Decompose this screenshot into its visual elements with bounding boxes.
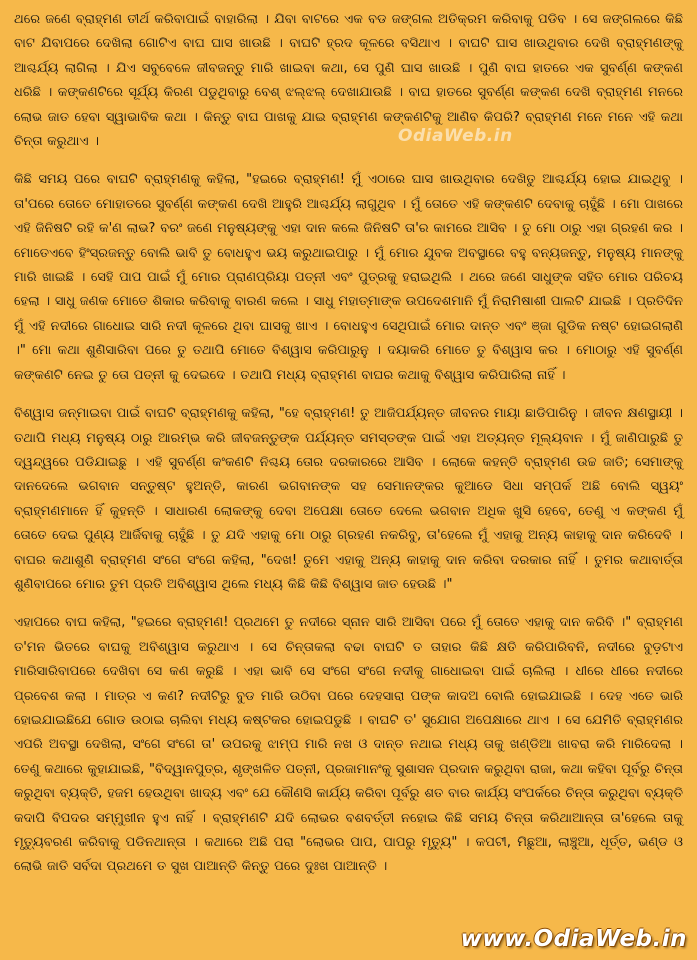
story-paragraph-1: ଥରେ ଜଣେ ବ୍ରାହ୍ମଣ ତୀର୍ଥ କରିବାପାଇଁ ବାହାରିଲା । ଯିବା ବାଟରେ ଏକ ବଡ ଜଙ୍ଗଲ ଅତିକ୍ରମ କରିବାକୁ ପଡିବ । ସେ ଜଙ୍ଗଲରେ କିଛି ବାଟ ଯିବାପରେ ଦେଖିଲା ଗୋଟିଏ ବାଘ ଘାସ ଖାଉଛି । ବାଘଟି ହ୍ରଦ କୂଳରେ ବସିଥାଏ । ବାଘଟି ଘାସ ଖାଉଥିବାର ଦେଖି ବ୍ରାହ୍ମଣଙ୍କୁ ଆଶ୍ଚର୍ଯ୍ୟ ଲାଗିଲା । ଯିଏ ସବୁବେଳେ ଜୀବଜନ୍ତୁ ମାରି ଖାଇବା କଥା, ସେ ପୁଣି ଘାସ ଖାଉଛି । ପୁଣି ବାଘ ହାତରେ ଏକ ସୁବର୍ଣ୍ଣ କଙ୍କଣ ଧରିଛି । କଙ୍କଣଟିରେ ସୂର୍ଯ୍ୟ କିରଣ ପଡୁଥିବାରୁ ବେଶ୍ ଝଲ୍‌ଝଲ୍ ଦେଖାଯାଉଛି । ବାଘ ହାତରେ ସୁବର୍ଣ୍ଣ କଙ୍କଣ ଦେଖି ବ୍ରାହ୍ମଣ ମନରେ ଲୋଭ ଜାତ ହେବା ସ୍ୱାଭାବିକ କଥା । କିନ୍ତୁ ବାଘ ପାଖକୁ ଯାଇ ବ୍ରାହ୍ମଣ କଙ୍କଣଟିକୁ ଆଣିବ କିପରି? ବ୍ରାହ୍ମଣ ମନେ ମନେ ଏହି କଥା ଚିନ୍ତା କରୁଥାଏ । — [14, 12, 683, 150]
story-paragraph-4: ଏହାପରେ ବାଘ କହିଲା, "ହଇରେ ବ୍ରାହ୍ମଣ! ପ୍ରଥମେ ତୁ ନଦୀରେ ସ୍ନାନ ସାରି ଆସିବା ପରେ ମୁଁ ତୋତେ ଏହାକୁ ଦାନ କରିବି ।" ବ୍ରାହ୍ମଣ ତ'ମନ ଭିତରେ ବାଘକୁ ଅବିଶ୍ୱାସ କରୁଥାଏ । ସେ ଚିନ୍ତାକଲା ବଢା ବାଘଟି ତ ତାହାର କିଛି କ୍ଷତି କରିପାରିବନି, ନଦୀରେ ବୁଡ଼ଟାଏ ମାରିସାରିବାପରେ ଦେଖିବା ସେ କଣ କରୁଛି । ଏହା ଭାବି ସେ ସଂଗେ ସଂଗେ ନଦୀକୁ ଗାଧୋଇବା ପାଇଁ ଚାଲିଲା । ଧୀରେ ଧୀରେ ନଦୀରେ ପ୍ରବେଶ କଲା । ମାତ୍ର ଏ କଣ? ନଦୀଟିରୁ ବୁଡ ମାରି ଉଠିବା ପରେ ଦେହସାରା ପଙ୍କ କାଦଅ ବୋଲି ହୋଇଯାଇଛି । ଦେହ ଏତେ ଭାରି ହୋଇଯାଇଛିଯେ ଗୋଡ ଉଠାଇ ଚାଲିବା ମଧ୍ୟ କଷ୍ଟକର ହୋଇପଡୁଛି । ବାଘଟି ତ' ସୁଯୋଗ ଅପେକ୍ଷାରେ ଥାଏ । ସେ ଯେମିତି ବ୍ରାହ୍ମଣର ଏପରି ଅବସ୍ଥା ଦେଖିଲା, ସଂଗେ ସଂଗେ ତା' ଉପରକୁ ଝାମ୍ପ ମାରି ନଖ ଓ ଦାନ୍ତ ନଥାଇ ମଧ୍ୟ ତାକୁ ଖଣ୍ଡିଆ ଖାବରା କରି ମାରିଦେଲା । ତେଣୁ କଥାରେ କୁହାଯାଇଛି, "ବିଦ୍ୱାନପୁତ୍ର, ଶୃଙ୍ଖଳିତ ପତ୍ନୀ, ପ୍ରଜାମାନଂକୁ ସୁଶାସନ ପ୍ରଦାନ କରୁଥିବା ରାଜା, କଥା କହିବା ପୂର୍ବରୁ ଚିନ୍ତା କରୁଥିବା ବ୍ୟକ୍ତି, ହଜମ ହେଉଥିବା ଖାଦ୍ୟ ଏବଂ ଯେ କୌଣସି କାର୍ଯ୍ୟ କରିବା ପୂର୍ବରୁ ଶତ ବାର କାର୍ଯ୍ୟ ସଂପର୍କରେ ଚିନ୍ତା କରୁଥିବା ବ୍ୟକ୍ତି କଦାପି ବିପଦର ସମ୍ମୁଖୀନ ହୁଏ ନାହିଁ । ବ୍ରାହ୍ମଣଟି ଯଦି ଲୋଭର ବଶବର୍ତ୍ତୀ ନହୋଇ କିଛି ସମୟ ଚିନ୍ତା କରିଥାଆନ୍ତା ତା'ହେଲେ ତାକୁ ମୃତ୍ୟୁବରଣ କରିବାକୁ ପଡିନଥାନ୍ତା । କଥାରେ ଅଛି ପରା "ଲୋଭର ପାପ, ପାପରୁ ମୃତ୍ୟୁ" । କପଟୀ, ମିଛୁଆ, ଲାଞ୍ଚୁଆ, ଧୂର୍ତ୍ତ, ଭଣ୍ଡ ଓ ଲୋଭି ଜାତି ସର୍ବଦା ପ୍ରଥମେ ତ ସୁଖ ପାଆନ୍ତି କିନ୍ତୁ ପରେ ଦୁଃଖ ପାଆନ୍ତି । — [14, 615, 683, 875]
watermark-site-url: www.OdiaWeb.in — [460, 926, 687, 952]
story-paragraph-3: ବିଶ୍ୱାସ ଜନ୍ମାଇବା ପାଇଁ ବାଘଟି ବ୍ରାହ୍ମଣକୁ କହିଲା, "ହେ ବ୍ରାହ୍ମଣ! ତୁ ଆଜିପର୍ଯ୍ୟନ୍ତ ଜୀବନର ମାୟା ଛାଡିପାରିନୁ । ଜୀବନ କ୍ଷଣସ୍ଥାୟୀ । ତଥାପି ମଧ୍ୟ ମନୁଷ୍ୟ ଠାରୁ ଆରମ୍ଭ କରି ଜୀବଜନ୍ତୁଙ୍କ ପର୍ଯ୍ୟନ୍ତ ସମସ୍ତଙ୍କ ପାଇଁ ଏହା ଅତ୍ୟନ୍ତ ମୂଲ୍ୟବାନ । ମୁଁ ଜାଣିପାରୁଛି ତୁ ଦ୍ୱନ୍ଦ୍ୱରେ ପଡିଯାଇଛୁ । ଏହି ସୁବର୍ଣ୍ଣ କଂକଣଟି ନିଶ୍ଚୟ ତୋର ଦରକାରରେ ଆସିବ । ଲୋକେ କହନ୍ତି ବ୍ରାହ୍ମଣ ଉଚ୍ଚ ଜାତି; ସେମାଙ୍କୁ ଦାନଦେଲେ ଭଗବାନ ସନ୍ତୁଷ୍ଟ ହୁଅନ୍ତି, କାରଣ ଭଗବାନଙ୍କ ସହ ସେମାନଙ୍କର କୁଆଡେ ସିଧା ସମ୍ପର୍କ ଅଛି ବୋଲି ସ୍ୱୟଂ ବ୍ରାହ୍ମଣମାନେ ହିଁ କୁହନ୍ତି । ସାଧାରଣ ଲୋକଙ୍କୁ ଦେବା ଅପେକ୍ଷା ତୋତେ ଦେଲେ ଭଗବାନ ଅଧିକ ଖୁସି ହେବେ, ତେଣୁ ଏ କଙ୍କଣ ମୁଁ ତୋତେ ଦେଇ ପୁଣ୍ୟ ଆର୍ଜିବାକୁ ଚାହୁଁଛି । ତୁ ଯଦି ଏହାକୁ ମୋ ଠାରୁ ଗ୍ରହଣ ନକରିବୁ, ତା'ହେଲେ ମୁଁ ଏହାକୁ ଅନ୍ୟ କାହାକୁ ଦାନ କରିଦେବି । ବାଘର କଥାଶୁଣି ବ୍ରାହ୍ମଣ ସଂଗେ ସଂଗେ କହିଲା, "ଦେଖ! ତୁମେ ଏହାକୁ ଅନ୍ୟ କାହାକୁ ଦାନ କରିବା ଦରକାର ନାହିଁ । ତୁମର କଥାବାର୍ତ୍ତା ଶୁଣିବାପରେ ମୋର ତୁମ ପ୍ରତି ଅବିଶ୍ୱାସ ଥିଲେ ମଧ୍ୟ କିଛି କିଛି ବିଶ୍ୱାସ ଜାତ ହେଉଛି ।" — [14, 406, 683, 592]
story-paragraph-2: କିଛି ସମୟ ପରେ ବାଘଟି ବ୍ରାହ୍ମଣକୁ କହିଲା, "ହଇରେ ବ୍ରାହ୍ମଣ! ମୁଁ ଏଠାରେ ଘାସ ଖାଉଥିବାର ଦେଖିତୁ ଆଶ୍ଚର୍ଯ୍ୟ ହୋଇ ଯାଇଥିବୁ । ତା'ପରେ ତୋତେ ମୋହାତରେ ସୁବର୍ଣ୍ଣ କଙ୍କଣ ଦେଖି ଆହୁରି ଆଶ୍ଚର୍ଯ୍ୟ ଲାଗୁଥିବ । ମୁଁ ତୋତେ ଏହି କଙ୍କଣଟି ଦେବାକୁ ଚାହୁଁଛି । ମୋ ପାଖରେ ଏହି ଜିନିଷଟି ରହି କ'ଣ ଲାଭ? ବରଂ ଜଣେ ମନୁଷ୍ୟଙ୍କୁ ଏହା ଦାନ କଲେ ଜିନିଷଟି ତା'ର କାମରେ ଆସିବ । ତୁ ମୋ ଠାରୁ ଏହା ଗ୍ରହଣ କର । ମୋତେଏବେ ହିଂସ୍ରଜନ୍ତୁ ବୋଲି ଭାବି ତୁ ବୋଧହୁଏ ଭୟ କରୁଥାଇପାରୁ । ମୁଁ ମୋର ଯୁବକ ଅବସ୍ଥାରେ ବହୁ ବନ୍ୟଜନ୍ତୁ, ମନୁଷ୍ୟ ମାନଙ୍କୁ ମାରି ଖାଇଛି । ସେହି ପାପ ପାଇଁ ମୁଁ ମୋର ପ୍ରାଣପ୍ରିୟା ପତ୍ନୀ ଏବଂ ପୁତ୍ରକୁ ହରାଇଥିଲି । ଥରେ ଜଣେ ସାଧୁଙ୍କ ସହିତ ମୋର ପରିଚୟ ହେଲା । ସାଧୁ ଜଣକ ମୋତେ ଶିକାର କରିବାକୁ ବାରଣ କଲେ । ସାଧୁ ମହାତ୍ମାଙ୍କ ଉପଦେଶମାନି ମୁଁ ନିରାମିଷାଶୀ ପାଲଟି ଯାଇଛି । ପ୍ରତିଦିନ ମୁଁ ଏହି ନଦୀରେ ଗାଧୋଇ ସାରି ନଦୀ କୂଳରେ ଥିବା ଘାସକୁ ଖାଏ । ବୋଧହୁଏ ସେଥିପାଇଁ ମୋର ଦାନ୍ତ ଏବଂ ଞ୍ଜା ଗୁଡିକ ନଷ୍ଟ ହୋଇଗଲାଣି ।" ମୋ କଥା ଶୁଣିସାରିବା ପରେ ତୁ ତଥାପି ମୋତେ ବିଶ୍ୱାସ କରିପାରୁନୁ । ଦୟାକରି ମୋତେ ତୁ ବିଶ୍ୱାସ କର । ମୋଠାରୁ ଏହି ସୁବର୍ଣ୍ଣ କଙ୍କଣଟି ନେଇ ତୁ ତୋ ପତ୍ନୀ କୁ ଦେଇଦେ । ତଥାପି ମଧ୍ୟ ବ୍ରାହ୍ମଣ ବାଘର କଥାକୁ ବିଶ୍ୱାସ କରିପାରିଲା ନାହିଁ । — [14, 172, 683, 383]
watermark-mid: OdiaWeb.in — [398, 126, 513, 146]
